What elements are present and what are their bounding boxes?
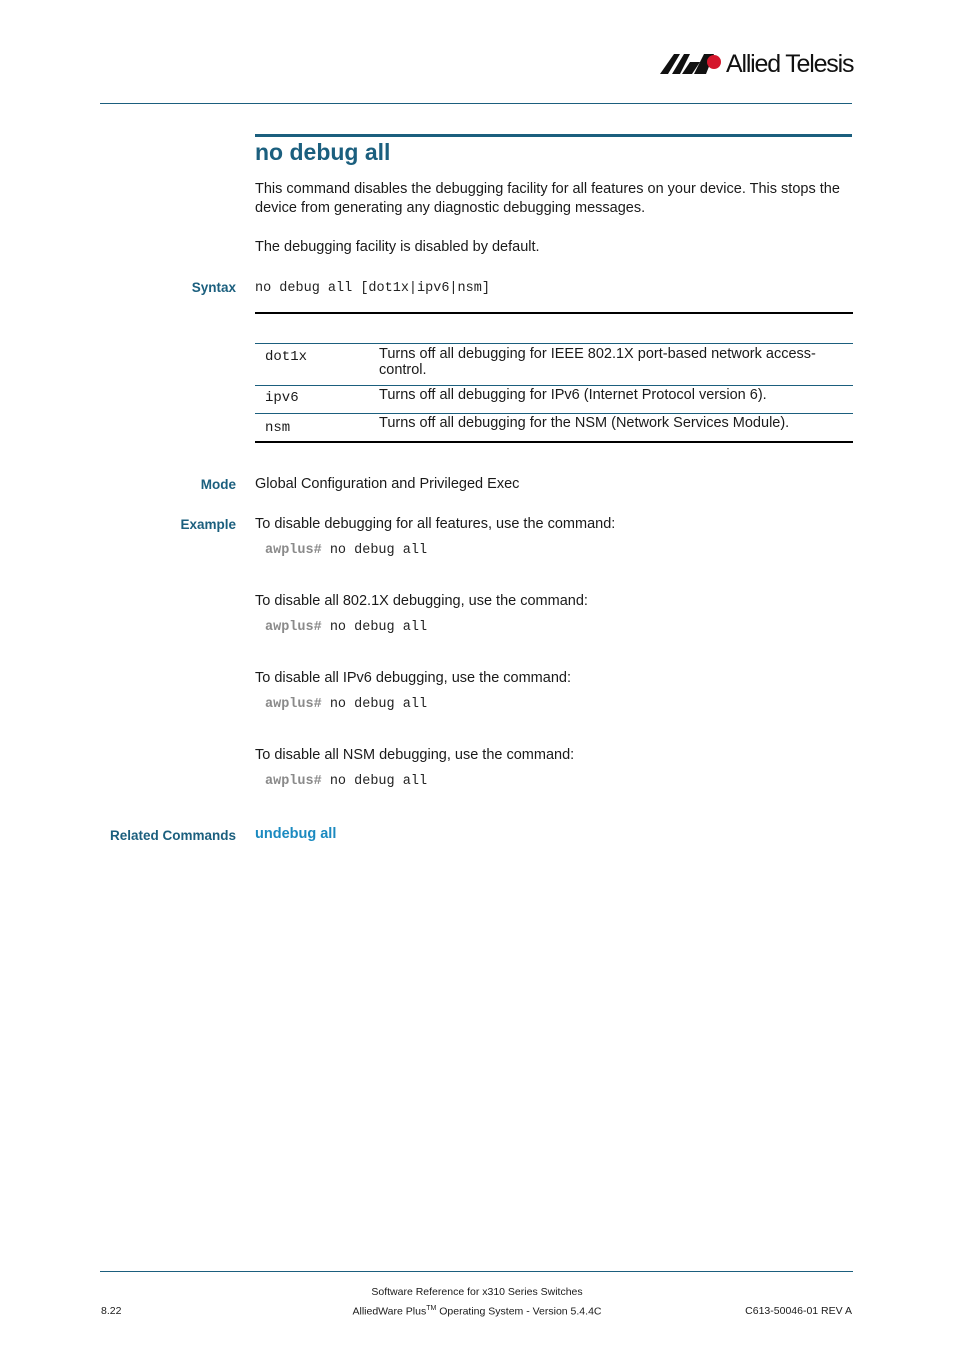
logo-wordmark: Allied Telesis	[726, 50, 854, 78]
example-intro: To disable all NSM debugging, use the command:	[255, 747, 575, 763]
header-divider	[100, 103, 852, 104]
example-code	[265, 620, 427, 635]
cli-command: no debug all	[329, 620, 428, 635]
allied-telesis-logo-icon	[660, 52, 724, 76]
footer-version: Operating System - Version 5.4.4C	[436, 1305, 602, 1318]
table-bottom-rule	[255, 441, 853, 443]
cli-prompt: awplus#	[265, 543, 322, 558]
param-dot1x: dot1x	[265, 349, 308, 365]
page-title: no debug all	[255, 139, 391, 165]
table-header-rule	[255, 343, 853, 344]
cli-prompt: awplus#	[265, 697, 322, 712]
table-top-rule	[255, 312, 853, 314]
company-logo	[660, 50, 855, 80]
cli-command: no debug all	[329, 774, 428, 789]
table-row-rule	[255, 385, 853, 386]
syntax-text: no debug all [dot1x|ipv6|nsm]	[255, 281, 490, 296]
syntax-label: Syntax	[191, 280, 236, 295]
footer-title: Software Reference for x310 Series Switches	[371, 1286, 583, 1298]
footer-product: AlliedWare Plus	[352, 1305, 427, 1318]
cli-prompt: awplus#	[265, 774, 322, 789]
cli-command: no debug all	[329, 543, 428, 558]
example-label: Example	[180, 517, 236, 532]
param-nsm: nsm	[265, 420, 291, 436]
default-text: The debugging facility is disabled by default.	[255, 239, 540, 255]
cli-command: no debug all	[329, 697, 428, 712]
document-id: C613-50046-01 REV A	[745, 1305, 852, 1317]
related-commands-label: Related Commands	[109, 828, 236, 843]
param-ipv6-description: Turns off all debugging for IPv6 (Internet Protocol version 6).	[379, 387, 767, 403]
footer-divider	[100, 1271, 853, 1272]
related-command-link[interactable]: undebug all	[255, 826, 337, 842]
example-intro: To disable all IPv6 debugging, use the command:	[255, 670, 571, 686]
example-code	[265, 543, 427, 558]
cli-prompt: awplus#	[265, 620, 322, 635]
footer-trademark: TM	[426, 1305, 437, 1312]
command-description: This command disables the debugging facility for all features on your device. This stops the device from generating any diagnostic debugging messages.	[255, 181, 840, 216]
mode-text: Global Configuration and Privileged Exec	[255, 476, 520, 492]
example-code	[265, 697, 427, 712]
example-code	[265, 774, 427, 789]
param-dot1x-description: Turns off all debugging for IEEE 802.1X port-based network access-control.	[379, 346, 816, 378]
param-nsm-description: Turns off all debugging for the NSM (Network Services Module).	[379, 415, 790, 431]
table-row-rule	[255, 413, 853, 414]
param-ipv6: ipv6	[265, 390, 299, 406]
example-intro: To disable all 802.1X debugging, use the command:	[255, 593, 588, 609]
mode-label: Mode	[200, 477, 236, 492]
title-rule	[255, 134, 852, 137]
page-number: 8.22	[101, 1305, 122, 1317]
example-intro: To disable debugging for all features, use the command:	[255, 516, 616, 532]
